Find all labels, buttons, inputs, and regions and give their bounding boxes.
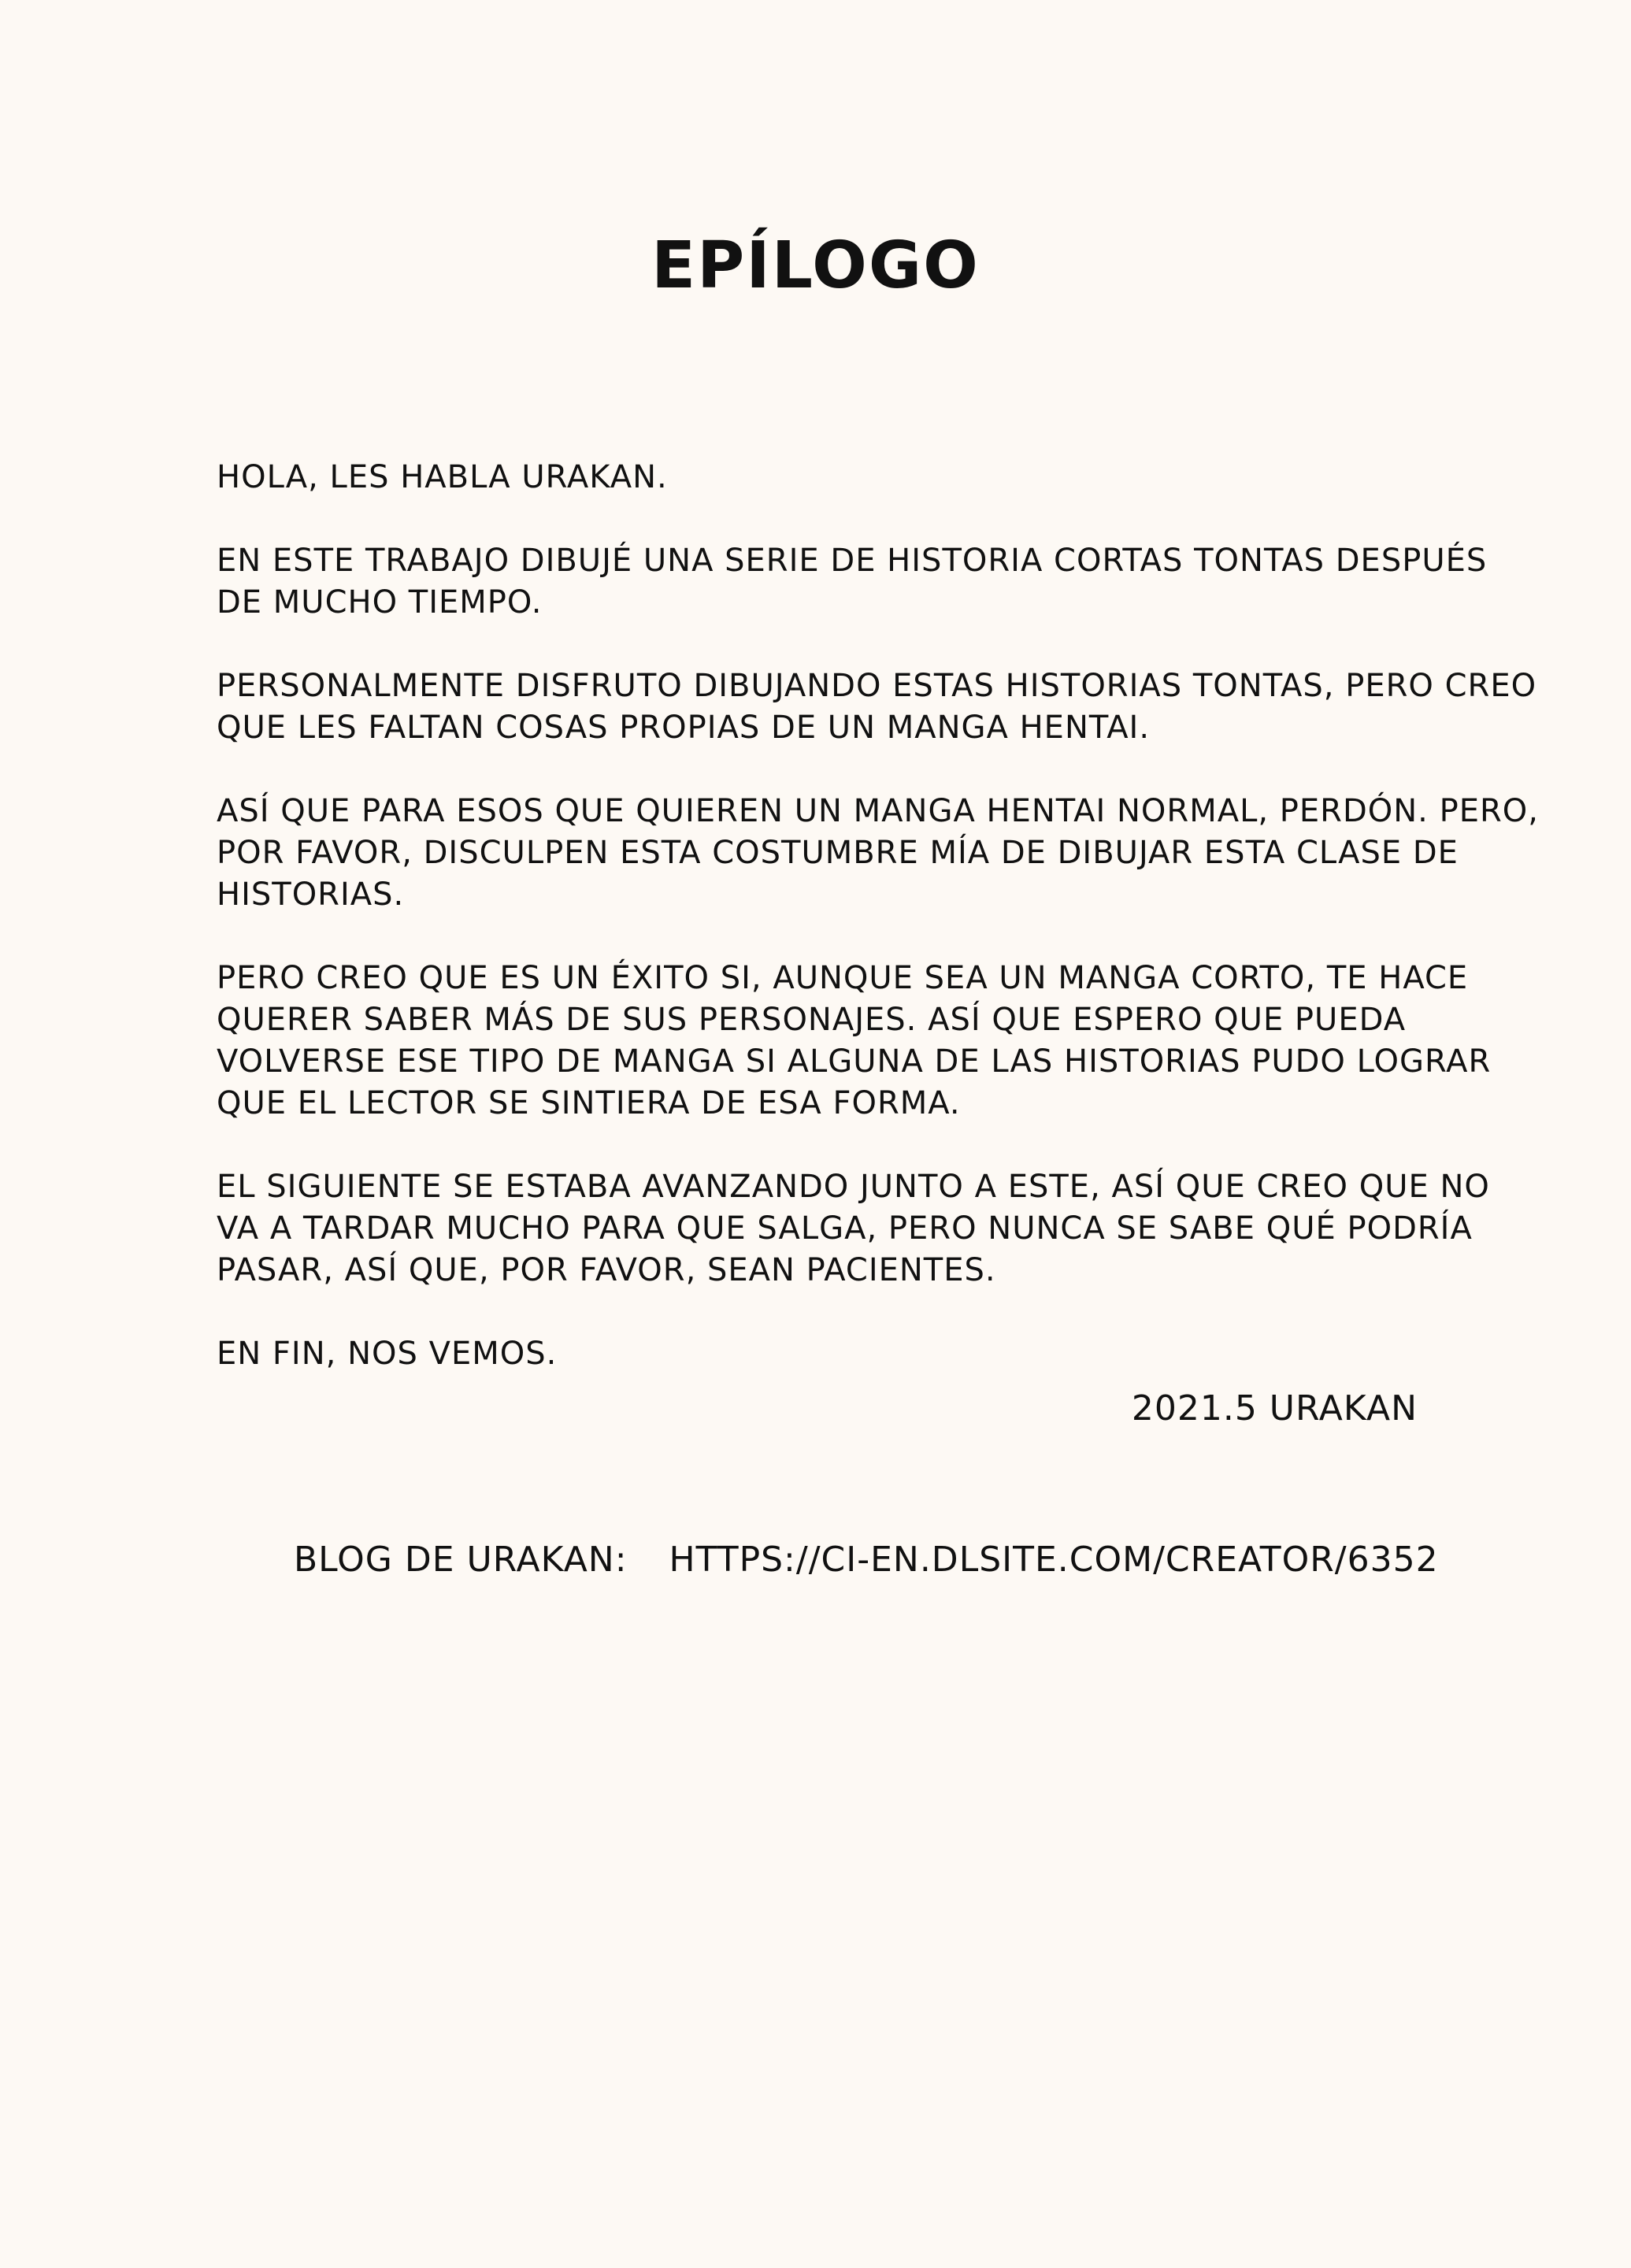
blog-line [294,1540,1439,1580]
epilogue-body [217,457,1539,1417]
paragraph-line: EN ESTE TRABAJO DIBUJÉ UNA SERIE DE HISTORIA CORTAS TONTAS DESPUÉS [217,543,1488,579]
blog-url: HTTPS://CI-EN.DLSITE.COM/CREATOR/6352 [669,1540,1439,1580]
paragraph-success [217,958,1492,1125]
paragraph-next [217,1166,1490,1292]
paragraph-line: VA A TARDAR MUCHO PARA QUE SALGA, PERO NUNCA SE SABE QUÉ PODRÍA [217,1210,1473,1247]
paragraph-apology [217,791,1539,916]
paragraph-line: PASAR, ASÍ QUE, POR FAVOR, SEAN PACIENTES. [217,1252,996,1288]
paragraph-line: POR FAVOR, DISCULPEN ESTA COSTUMBRE MÍA DE DIBUJAR ESTA CLASE DE [217,835,1459,871]
paragraph-work [217,540,1488,624]
paragraph-line: EL SIGUIENTE SE ESTABA AVANZANDO JUNTO A ESTE, ASÍ QUE CREO QUE NO [217,1169,1490,1205]
paragraph-line: QUE LES FALTAN COSAS PROPIAS DE UN MANGA HENTAI. [217,710,1151,746]
paragraph-greeting [217,457,1445,498]
paragraph-line: QUERER SABER MÁS DE SUS PERSONAJES. ASÍ QUE ESPERO QUE PUEDA [217,1002,1407,1038]
page-title: EPÍLOGO [651,228,980,303]
paragraph-line: ASÍ QUE PARA ESOS QUE QUIEREN UN MANGA HENTAI NORMAL, PERDÓN. PERO, [217,793,1539,829]
blog-label: BLOG DE URAKAN: [294,1540,628,1580]
paragraph-personal [217,665,1537,749]
signature: 2021.5 URAKAN [1131,1388,1418,1429]
paragraph-line: VOLVERSE ESE TIPO DE MANGA SI ALGUNA DE LAS HISTORIAS PUDO LOGRAR [217,1043,1492,1080]
paragraph-line: DE MUCHO TIEMPO. [217,584,543,621]
paragraph-line: HOLA, LES HABLA URAKAN. [217,459,668,495]
paragraph-line: PERSONALMENTE DISFRUTO DIBUJANDO ESTAS HISTORIAS TONTAS, PERO CREO [217,668,1537,704]
paragraph-farewell [217,1333,1445,1375]
paragraph-line: QUE EL LECTOR SE SINTIERA DE ESA FORMA. [217,1085,961,1121]
paragraph-line: HISTORIAS. [217,876,405,913]
paragraph-line: EN FIN, NOS VEMOS. [217,1336,558,1372]
paragraph-line: PERO CREO QUE ES UN ÉXITO SI, AUNQUE SEA UN MANGA CORTO, TE HACE [217,960,1469,996]
